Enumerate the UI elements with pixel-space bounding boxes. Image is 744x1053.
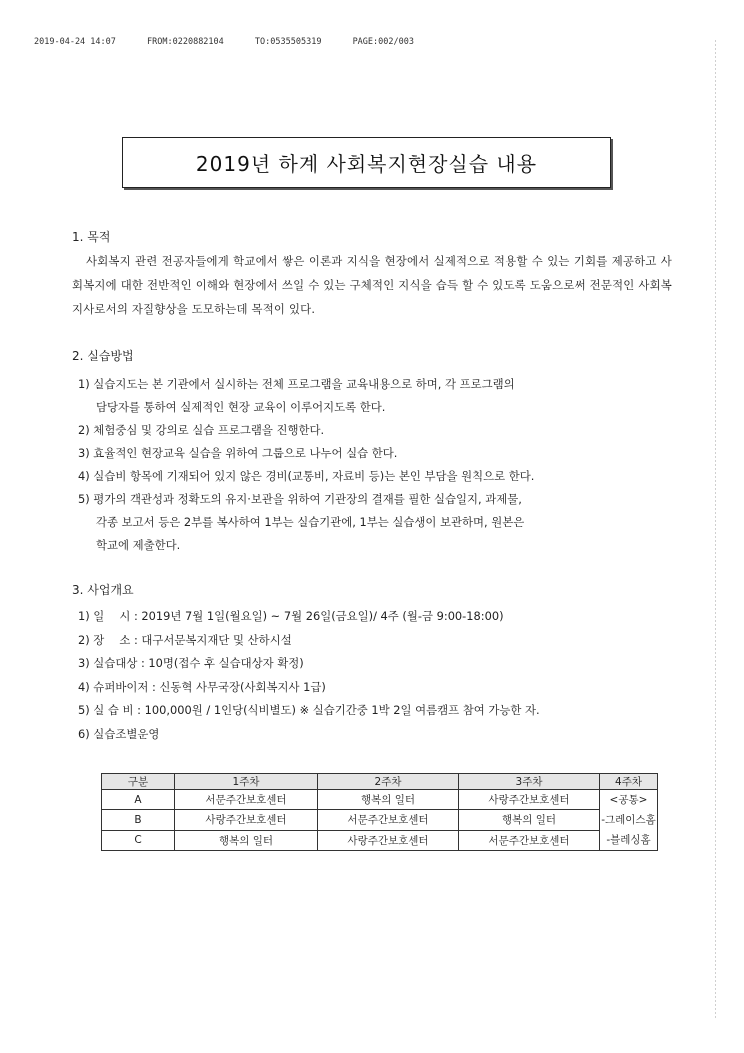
- method-item: 5) 평가의 객관성과 정확도의 유지·보관을 위하여 기관장의 결재를 필한 실습일지, 과제물, 각종 보고서 등은 2부를 복사하여 1부는 실습기관에, 1부는 실습생이 보관하며, 원본은 학교에 제출한다.: [78, 492, 525, 552]
- fax-datetime: 2019-04-24 14:07: [34, 37, 116, 47]
- schedule-table: [101, 773, 658, 851]
- table-cell: 행복의 일터: [175, 830, 318, 850]
- fax-header: [34, 37, 440, 47]
- table-cell: 서문주간보호센터: [175, 790, 318, 810]
- column-header: 1주차: [175, 774, 318, 790]
- column-header: 구분: [102, 774, 175, 790]
- table-cell: 사랑주간보호센터: [318, 830, 459, 850]
- overview-item: 4) 슈퍼바이저 : 신동혁 사무국장(사회복지사 1급): [78, 679, 326, 694]
- section-overview-heading: 3. 사업개요: [72, 583, 134, 597]
- table-cell: 사랑주간보호센터: [459, 790, 600, 810]
- table-cell: 서문주간보호센터: [318, 810, 459, 830]
- week4-common-cell: <공통> -그레이스홈 -블레싱홈: [600, 790, 658, 851]
- method-item: 1) 실습지도는 본 기관에서 실시하는 전체 프로그램을 교육내용으로 하며, 각 프로그램의 담당자를 통하여 실제적인 현장 교육이 이루어지도록 한다.: [78, 377, 515, 414]
- overview-item: 5) 실 습 비 : 100,000원 / 1인당(식비별도) ※ 실습기간중 1박 2일 여름캠프 참여 가능한 자.: [78, 703, 540, 717]
- table-row: [102, 790, 658, 810]
- overview-item: 3) 실습대상 : 10명(접수 후 실습대상자 확정): [78, 656, 304, 670]
- fax-from: FROM:0220882104: [147, 37, 224, 47]
- table-row: [102, 830, 658, 850]
- group-cell: A: [102, 790, 175, 810]
- method-item: 3) 효율적인 현장교육 실습을 위하여 그룹으로 나누어 실습 한다.: [78, 446, 398, 460]
- column-header: 2주차: [318, 774, 459, 790]
- group-cell: C: [102, 830, 175, 850]
- overview-item: 1) 일 시 : 2019년 7월 1일(월요일) ~ 7월 26일(금요일)/ 4주 (월-금 9:00-18:00): [78, 609, 504, 623]
- fax-to: TO:0535505319: [254, 37, 322, 47]
- table-row: [102, 810, 658, 830]
- column-header: 3주차: [459, 774, 600, 790]
- method-list: [72, 373, 672, 557]
- overview-item: 6) 실습조별운영: [78, 726, 160, 741]
- fax-page: PAGE:002/003: [352, 37, 414, 47]
- table-cell: 행복의 일터: [318, 790, 459, 810]
- section-purpose-heading: 1. 목적: [72, 230, 111, 244]
- document-title: 2019년 하계 사회복지현장실습 내용: [195, 152, 538, 176]
- table-header-row: [102, 774, 658, 790]
- table-cell: 사랑주간보호센터: [175, 810, 318, 830]
- group-cell: B: [102, 810, 175, 830]
- document-body: [72, 228, 672, 746]
- scan-edge-line: [715, 40, 716, 1020]
- table-cell: 행복의 일터: [459, 810, 600, 830]
- overview-item: 2) 장 소 : 대구서문복지재단 및 산하시설: [78, 632, 292, 647]
- column-header: 4주차: [600, 774, 658, 790]
- method-item: 4) 실습비 항목에 기재되어 있지 않은 경비(교통비, 자료비 등)는 본인 부담을 원칙으로 한다.: [78, 469, 535, 483]
- overview-list: [72, 605, 672, 746]
- method-item: 2) 체험중심 및 강의로 실습 프로그램을 진행한다.: [78, 423, 325, 437]
- table-cell: 서문주간보호센터: [459, 830, 600, 850]
- document-title-box: [122, 137, 611, 188]
- section-method-heading: 2. 실습방법: [72, 349, 134, 363]
- section-purpose-text: 사회복지 관련 전공자들에게 학교에서 쌓은 이론과 지식을 현장에서 실제적으로 적용할 수 있는 기회를 제공하고 사회복지에 대한 전반적인 이해와 현장에서 쓰일 수 있는 구체적인 지식을 습득 할 수 있도록 도움으로써 전문적인 사회복지사로서의 자질향상을 도모하는데 목적이 있다.: [72, 254, 672, 316]
